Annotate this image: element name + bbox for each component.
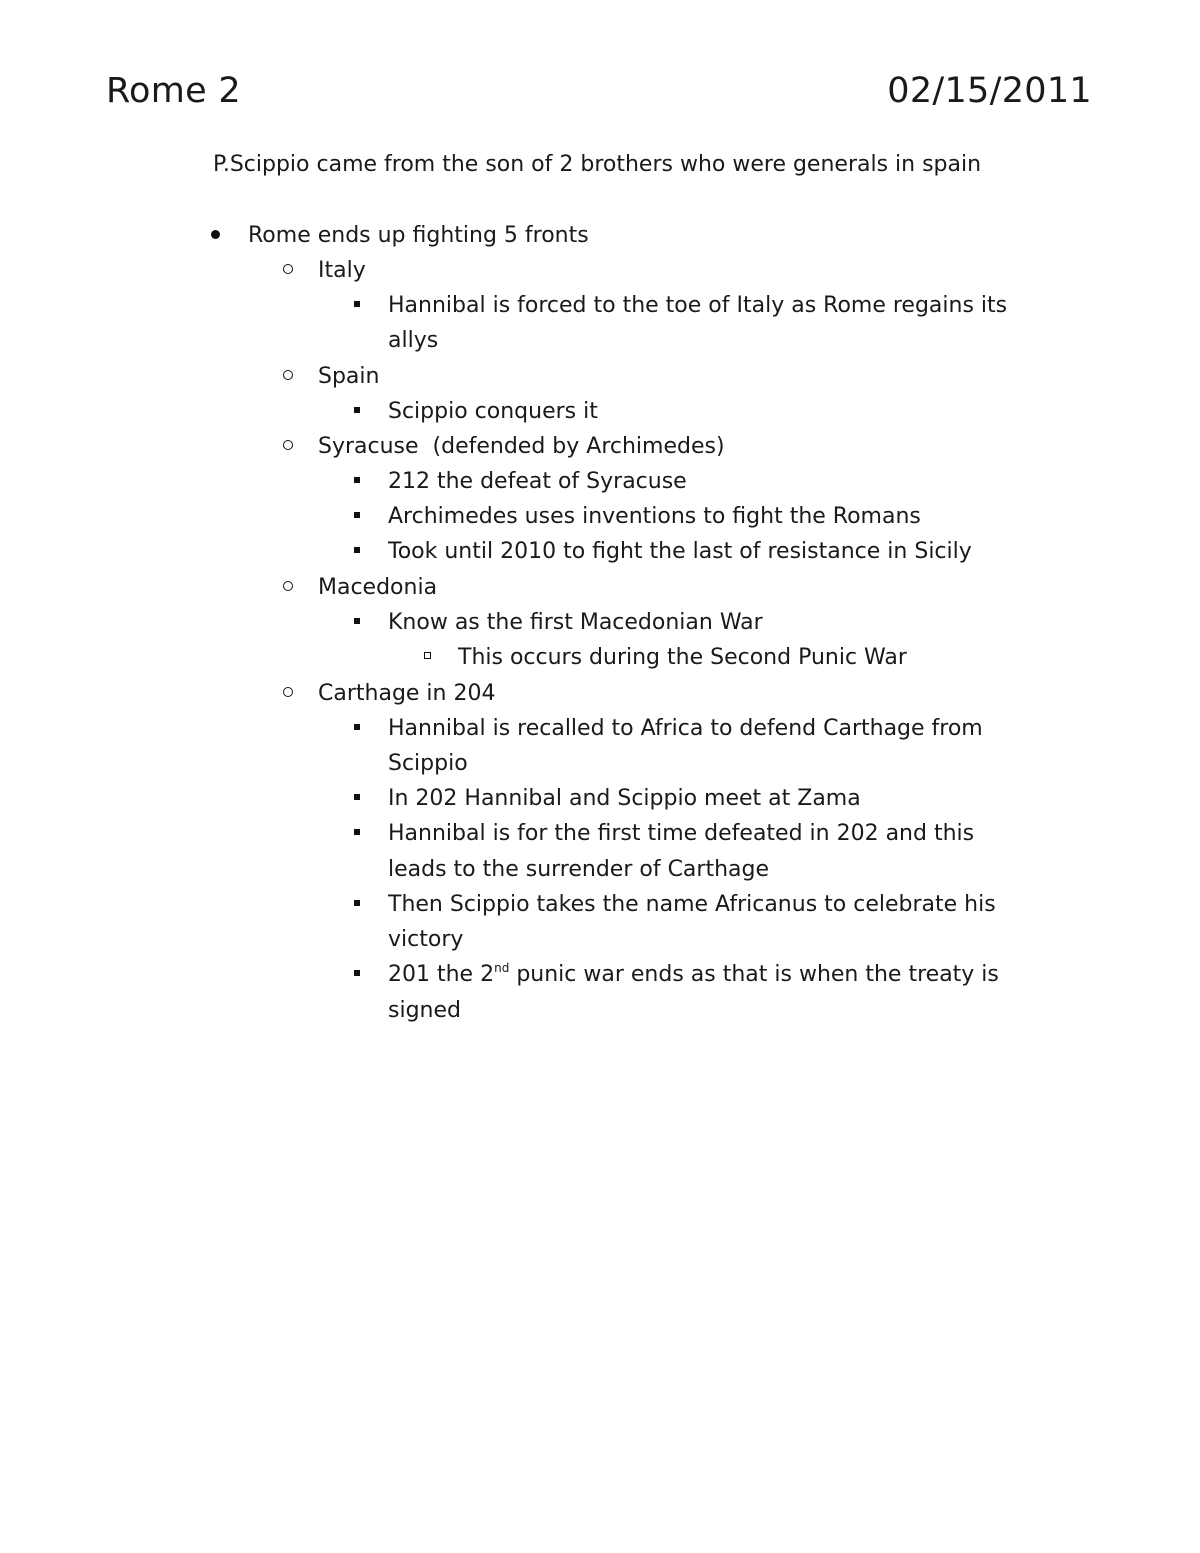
page-title: Rome 2 xyxy=(106,71,241,111)
bullet-square-icon xyxy=(354,970,360,976)
list-item-continuation: victory xyxy=(388,927,464,952)
list-item: 212 the defeat of Syracuse xyxy=(388,469,687,494)
front-macedonia: Macedonia xyxy=(318,575,438,600)
list-item: Know as the first Macedonian War xyxy=(388,610,763,635)
bullet-circle-icon xyxy=(283,370,293,380)
list-item-continuation: allys xyxy=(388,328,439,353)
list-item: Scippio conquers it xyxy=(388,399,598,424)
bullet-square-icon xyxy=(354,301,360,307)
bullet-square-icon xyxy=(354,900,360,906)
bullet-circle-icon xyxy=(283,687,293,697)
list-item: Hannibal is recalled to Africa to defend Carthage from xyxy=(388,716,983,741)
bullet-dot-icon xyxy=(211,230,220,239)
front-spain: Spain xyxy=(318,364,380,389)
bullet-circle-icon xyxy=(283,264,293,274)
bullet-square-icon xyxy=(354,618,360,624)
bullet-hollow-square-icon xyxy=(424,652,431,659)
ordinal-suffix: nd xyxy=(494,961,510,975)
sub-list-item: This occurs during the Second Punic War xyxy=(458,645,907,670)
list-item-continuation: Scippio xyxy=(388,751,468,776)
list-item-continuation: signed xyxy=(388,998,461,1023)
bullet-square-icon xyxy=(354,512,360,518)
list-item: Hannibal is forced to the toe of Italy as Rome regains its xyxy=(388,293,1008,318)
list-item: Then Scippio takes the name Africanus to celebrate his xyxy=(388,892,996,917)
list-item: Took until 2010 to fight the last of resistance in Sicily xyxy=(388,539,972,564)
list-item: In 202 Hannibal and Scippio meet at Zama xyxy=(388,786,861,811)
outline-root: Rome ends up fighting 5 fronts xyxy=(248,223,589,248)
list-item: Hannibal is for the first time defeated in 202 and this xyxy=(388,821,975,846)
page-date: 02/15/2011 xyxy=(887,71,1092,111)
bullet-circle-icon xyxy=(283,440,293,450)
list-item xyxy=(388,957,999,992)
front-carthage: Carthage in 204 xyxy=(318,681,496,706)
list-item: Archimedes uses inventions to fight the Romans xyxy=(388,504,921,529)
list-item-text: punic war ends as that is when the treaty is xyxy=(509,962,999,987)
list-item-continuation: leads to the surrender of Carthage xyxy=(388,857,770,882)
bullet-square-icon xyxy=(354,407,360,413)
front-italy: Italy xyxy=(318,258,366,283)
bullet-square-icon xyxy=(354,477,360,483)
bullet-circle-icon xyxy=(283,581,293,591)
bullet-square-icon xyxy=(354,724,360,730)
bullet-square-icon xyxy=(354,829,360,835)
intro-line: P.Scippio came from the son of 2 brothers who were generals in spain xyxy=(213,152,982,177)
bullet-square-icon xyxy=(354,794,360,800)
front-syracuse: Syracuse (defended by Archimedes) xyxy=(318,434,725,459)
bullet-square-icon xyxy=(354,547,360,553)
list-item-text: 201 the 2 xyxy=(388,962,495,987)
